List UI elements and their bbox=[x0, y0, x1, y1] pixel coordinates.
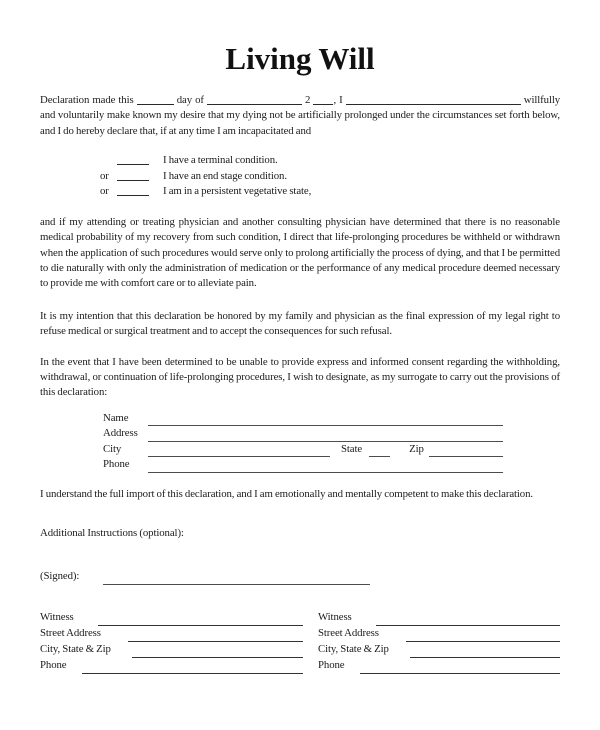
street-address-label: Street Address bbox=[40, 627, 101, 640]
city-state-zip-label: City, State & Zip bbox=[40, 643, 111, 656]
surrogate-name-field-line[interactable] bbox=[148, 425, 503, 426]
address-label: Address bbox=[103, 427, 138, 440]
witness-phone-row bbox=[318, 658, 560, 674]
or-label: or bbox=[100, 169, 109, 182]
additional-instructions-label: Additional Instructions (optional): bbox=[40, 527, 184, 540]
condition-row-terminal bbox=[100, 152, 560, 168]
surrogate-address-row bbox=[103, 426, 503, 442]
witness-street-row bbox=[318, 626, 560, 642]
or-label: or bbox=[100, 185, 109, 198]
witness-name-row bbox=[40, 610, 303, 626]
month-blank-line[interactable] bbox=[207, 94, 302, 105]
day-of-text: day of bbox=[176, 94, 204, 106]
day-blank-line[interactable] bbox=[137, 94, 174, 105]
physician-determination-paragraph: and if my attending or treating physician and another consulting physician have determined that there is no reasonable medical probability of my recovery from such condition, I direct that life-prolonging procedures be withheld or withdrawn when the application of such procedures would serve only to prolong artificially the process of dying, and that I be permitted to die naturally with only the administration of medication or the performance of any medical procedure deemed necessary to provide me with comfort care or to alleviate pain. bbox=[40, 215, 560, 290]
condition-row-end-stage bbox=[100, 168, 560, 184]
competency-paragraph: I understand the full import of this declaration, and I am emotionally and mentally competent to make this declaration. bbox=[40, 487, 534, 500]
comma-i-text: , I bbox=[333, 94, 343, 106]
terminal-condition-blank-line[interactable] bbox=[117, 154, 149, 165]
witness2-street-line[interactable] bbox=[406, 641, 560, 642]
surrogate-name-row bbox=[103, 411, 503, 427]
surrogate-phone-row bbox=[103, 457, 503, 473]
witness-city-state-zip-row bbox=[40, 642, 303, 658]
surrogate-city-state-zip-row bbox=[103, 442, 503, 458]
witness-name-row bbox=[318, 610, 560, 626]
declaration-paragraph bbox=[40, 92, 560, 139]
witness2-city-state-zip-line[interactable] bbox=[410, 657, 560, 658]
signature-line[interactable] bbox=[103, 584, 370, 585]
witness-column-left bbox=[40, 610, 303, 674]
year-blank-line[interactable] bbox=[313, 94, 333, 105]
intention-paragraph: It is my intention that this declaration be honored by my family and physician as the final expression of my legal right to refuse medical or surgical treatment and to accept the consequences for such refusal. bbox=[40, 309, 560, 338]
phone-label: Phone bbox=[103, 458, 130, 471]
declaration-lead-text: Declaration made this bbox=[40, 94, 134, 106]
witness-column-right bbox=[318, 610, 560, 674]
witness1-city-state-zip-line[interactable] bbox=[132, 657, 303, 658]
witness1-phone-line[interactable] bbox=[82, 673, 303, 674]
state-label: State bbox=[341, 442, 363, 455]
city-label: City bbox=[103, 442, 122, 455]
condition-text: I have a terminal condition. bbox=[163, 154, 278, 167]
witness-street-row bbox=[40, 626, 303, 642]
condition-text: I have an end stage condition. bbox=[163, 169, 287, 182]
signature-row bbox=[40, 569, 560, 585]
phone-label: Phone bbox=[40, 659, 67, 672]
declaration-body-text: willfully and voluntarily make known my desire that my dying not be artificially prolonged under the circumstances set forth below, and I do hereby declare that, if at any time I am incapacitated and bbox=[40, 94, 561, 137]
witness-section bbox=[40, 610, 560, 674]
vegetative-state-blank-line[interactable] bbox=[117, 185, 149, 196]
zip-label: Zip bbox=[409, 442, 424, 455]
surrogate-state-field-line[interactable] bbox=[369, 456, 390, 457]
declarant-name-blank-line[interactable] bbox=[346, 94, 521, 105]
surrogate-zip-field-line[interactable] bbox=[429, 456, 503, 457]
surrogate-city-field-line[interactable] bbox=[148, 456, 330, 457]
street-address-label: Street Address bbox=[318, 627, 379, 640]
end-stage-condition-blank-line[interactable] bbox=[117, 170, 149, 181]
page-title: Living Will bbox=[225, 41, 375, 76]
year-prefix-text: 2 bbox=[305, 94, 311, 106]
witness1-name-line[interactable] bbox=[98, 625, 303, 626]
surrogate-phone-field-line[interactable] bbox=[148, 472, 503, 473]
name-label: Name bbox=[103, 411, 129, 424]
condition-row-vegetative bbox=[100, 183, 560, 199]
witness-city-state-zip-row bbox=[318, 642, 560, 658]
witness1-street-line[interactable] bbox=[128, 641, 303, 642]
witness-phone-row bbox=[40, 658, 303, 674]
city-state-zip-label: City, State & Zip bbox=[318, 643, 389, 656]
surrogate-address-field-line[interactable] bbox=[148, 441, 503, 442]
witness2-phone-line[interactable] bbox=[360, 673, 560, 674]
witness-label: Witness bbox=[40, 611, 74, 624]
phone-label: Phone bbox=[318, 659, 345, 672]
signed-label: (Signed): bbox=[40, 570, 80, 583]
condition-text: I am in a persistent vegetative state, bbox=[163, 185, 312, 198]
witness-label: Witness bbox=[318, 611, 352, 624]
surrogate-designation-paragraph: In the event that I have been determined to be unable to provide express and informed consent regarding the withholding, withdrawal, or continuation of life-prolonging procedures, I wish to designate, as my surrogate to carry out the provisions of this declaration: bbox=[40, 355, 560, 399]
condition-options bbox=[40, 152, 560, 199]
surrogate-fields bbox=[103, 411, 503, 473]
